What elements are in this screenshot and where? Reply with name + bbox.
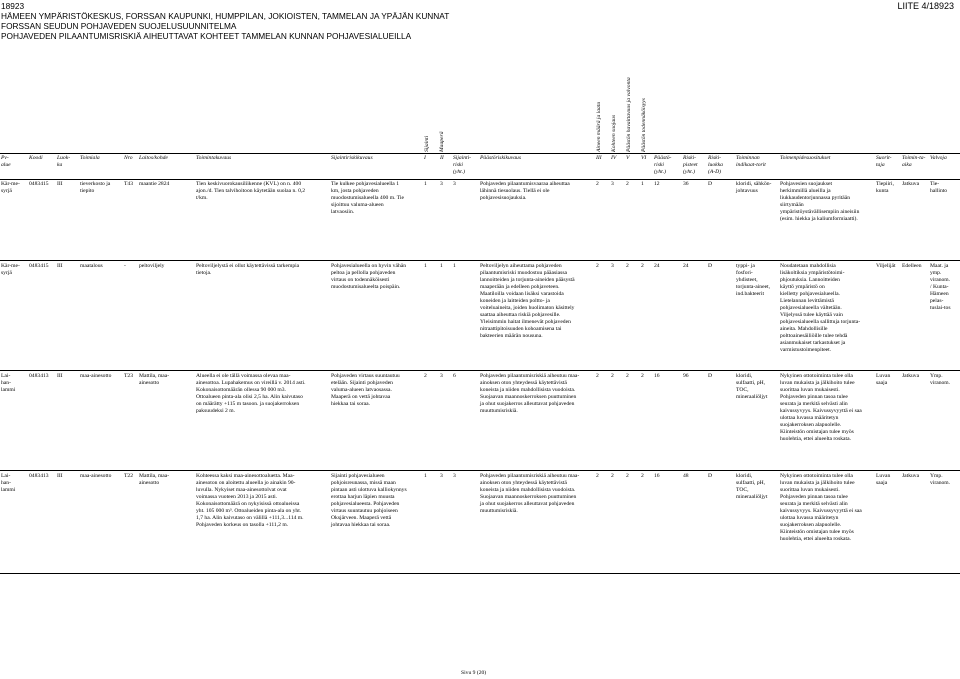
page-number: Sivu 9 (20) bbox=[461, 670, 487, 676]
cell-toimiala: maa-ainesotto bbox=[80, 473, 112, 479]
cell-iii: 2 bbox=[596, 473, 599, 479]
cell-luokka: III bbox=[57, 473, 63, 479]
cell-toimenpide: Nykyinen ottotoiminta tulee olla luvan mukaista ja jälkihoito tulee suorittaa luvan mukaisesti. Pohjaveden pinnan tasoa tulee seurata ja merkitä selvästi alin kaivussyvyys. Kaivussyvyyttä ei saa ulottaa luvassa määritetyn suojakerroksen alapuolelle. Kiinteistön omistajan tulee myös huolehtia, ettei alueelta roskata. bbox=[780, 473, 862, 542]
table-title: POHJAVEDEN PILAANTUMISRISKIÄ AIHEUTTAVAT KOHTEET TAMMELAN KUNNAN POHJAVESIALUEILLA bbox=[1, 31, 412, 41]
column-header-iii: III bbox=[596, 155, 602, 161]
cell-iv: 3 bbox=[611, 263, 614, 269]
cell-luokka: III bbox=[57, 373, 63, 379]
vertical-header-kohteen-suojaus: Kohteen suojaus bbox=[611, 114, 617, 152]
cell-valvoja: Ymp. viranom. bbox=[930, 373, 951, 386]
organization-line: HÄMEEN YMPÄRISTÖKESKUS, FORSSAN KAUPUNKI, HUMPPILAN, JOKIOISTEN, TAMMELAN JA YPÄJÄN KUNNAT bbox=[1, 11, 450, 21]
column-header-toimiala: Toimiala bbox=[80, 155, 100, 161]
attachment-label: LIITE 4/18923 bbox=[897, 1, 954, 11]
cell-paastokuvaus: Pohjaveden pilaantumisvaaraa aiheuttaa lähinnä tiesuolaus. Tiellä ei ole pohjavesisuojauksia. bbox=[480, 181, 570, 201]
column-header-riskiluokka: Riski- luokka (A-D) bbox=[708, 155, 723, 175]
cell-riskipisteet: 36 bbox=[683, 181, 689, 187]
cell-laitos: Mattila, maa- ainesotto bbox=[139, 473, 170, 486]
cell-paastoriski: 16 bbox=[654, 373, 660, 379]
cell-riskiluokka: D bbox=[708, 373, 713, 379]
cell-koodi: 0483415 bbox=[29, 181, 49, 187]
cell-toimiala: maa-ainesotto bbox=[80, 373, 112, 379]
header-top-rule bbox=[0, 153, 960, 154]
cell-toimintakuvaus: Tien keskivuorokausiliikenne (KVL) on n. 400 ajon./d. Tien talvihoitoon käytetään suolaa n. 0,2 t/km. bbox=[196, 181, 306, 201]
cell-riskipisteet: 96 bbox=[683, 373, 689, 379]
column-header-koodi: Koodi bbox=[29, 155, 43, 161]
cell-suorittaja: Tiepiiri, kunta bbox=[876, 181, 894, 194]
column-header-vi: VI bbox=[641, 155, 647, 161]
header-bottom-rule bbox=[0, 179, 960, 180]
cell-ii: 1 bbox=[440, 263, 443, 269]
column-header-luokka: Luok- ka bbox=[57, 155, 71, 168]
cell-nro: T22 bbox=[124, 473, 134, 479]
cell-vi: 2 bbox=[641, 373, 644, 379]
cell-riskiluokka: D bbox=[708, 263, 713, 269]
vertical-header-maapera: Maaperä bbox=[439, 131, 445, 152]
cell-valvoja: Maat. ja ymp. viranom. / Kunta- Hämeen pelas- tuslai-tos bbox=[930, 263, 951, 311]
column-header-suorittaja: Suorit- taja bbox=[876, 155, 892, 168]
cell-toiminta-aika: Jatkuva bbox=[902, 473, 920, 479]
vertical-header-sijainti: Sijainti bbox=[424, 135, 430, 152]
cell-riskipisteet: 24 bbox=[683, 263, 689, 269]
row-separator bbox=[0, 573, 960, 574]
column-header-laitos: Laitos/kohde bbox=[139, 155, 168, 161]
cell-iii: 2 bbox=[596, 263, 599, 269]
cell-riskiluokka: D bbox=[708, 181, 713, 187]
cell-nro: T43 bbox=[124, 181, 134, 187]
cell-toimintakuvaus: Kohteessa kaksi maa-ainesottoaluetta. Maa- ainesoton on aloitettu alueella jo ainakin 90- luvulla. Nykyiset maa-ainesottolvat ovat voimassa vuoteen 2013 ja 2015 asti. Kokonaisottomäärä on nykyisissä ottoalueissa yht. 105 000 m³. Ottoalueiden pinta-ala on yht. 1,7 ha. Alin kaivutaso on välillä +111,3...114 m. Pohjaveden korkeus on tasolla +111,2 m. bbox=[196, 473, 304, 528]
column-header-sijaintiriski: Sijainti- riski (yht.) bbox=[453, 155, 472, 175]
cell-suorittaja: Luvan saaja bbox=[876, 373, 891, 386]
cell-pv: Kär-me- syrjä bbox=[1, 181, 20, 194]
cell-vi: 2 bbox=[641, 473, 644, 479]
column-header-riskipisteet: Riski- pisteet (yht.) bbox=[683, 155, 698, 175]
cell-vi: 1 bbox=[641, 181, 644, 187]
cell-toiminta-aika: Jatkuva bbox=[902, 181, 920, 187]
column-header-paastoriski: Päästö- riski (yht.) bbox=[654, 155, 672, 175]
cell-indikaattorit: kloridi, sulfaatti, pH, TOC, mineraaliöljyt bbox=[736, 473, 768, 500]
column-header-i: I bbox=[424, 155, 426, 161]
cell-suorittaja: Luvan saaja bbox=[876, 473, 891, 486]
vertical-header-aineen-maara: Aineen määrä ja laatu bbox=[596, 101, 602, 152]
cell-valvoja: Tie- hallinto bbox=[930, 181, 948, 194]
row-separator bbox=[0, 370, 960, 371]
cell-indikaattorit: kloridi, sähkön- johtavuus bbox=[736, 181, 772, 194]
cell-v: 2 bbox=[626, 181, 629, 187]
cell-iv: 3 bbox=[611, 181, 614, 187]
cell-suorittaja: Viljelijät bbox=[876, 263, 896, 269]
cell-koodi: 0483415 bbox=[29, 263, 49, 269]
cell-nro: T23 bbox=[124, 373, 134, 379]
cell-laitos: maantie 2824 bbox=[139, 181, 170, 187]
cell-valvoja: Ymp. viranom. bbox=[930, 473, 951, 486]
cell-riskiluokka: D bbox=[708, 473, 713, 479]
column-header-indikaattorit: Toiminnan indikaat-torit bbox=[736, 155, 766, 168]
column-header-toimenpide: Toimenpidesuositukset bbox=[780, 155, 831, 161]
column-header-toiminta-aika: Toimin-ta- aika bbox=[902, 155, 926, 168]
cell-i: 1 bbox=[424, 473, 427, 479]
cell-luokka: III bbox=[57, 263, 63, 269]
cell-toimenpide: Nykyinen ottotoiminta tulee olla luvan mukaista ja jälkihoito tulee suorittaa luvan mukaisesti. Pohjaveden pinnan tasoa tulee seurata ja merkitä selvästi alin kaivussyvyys. Kaivussyvyyttä ei saa ulottaa luvassa määritetyn suojakerroksen alapuolelle. Kiinteistön omistajan tulee myös huolehtia, ettei alueelta roskata. bbox=[780, 373, 862, 442]
cell-pv: Lai- han- lammi bbox=[1, 473, 16, 493]
cell-i: 1 bbox=[424, 263, 427, 269]
cell-paastoriski: 12 bbox=[654, 181, 660, 187]
cell-luokka: III bbox=[57, 181, 63, 187]
vertical-header-todennakoisyys: Päästön todennäköisyys bbox=[641, 98, 647, 152]
cell-nro: - bbox=[124, 263, 126, 269]
column-header-ii: II bbox=[440, 155, 444, 161]
cell-sijaintikuvaus: Pohjavesialueella on hyvin vähän peltoa ja pellolla pohjaveden virtaus on todennäköisesti muodostumisalueelta poispäin. bbox=[331, 263, 407, 290]
cell-pv: Lai- han- lammi bbox=[1, 373, 16, 393]
cell-toiminta-aika: Edelleen bbox=[902, 263, 922, 269]
cell-i: 1 bbox=[424, 181, 427, 187]
column-header-iv: IV bbox=[611, 155, 617, 161]
cell-ii: 3 bbox=[440, 473, 443, 479]
cell-toimenpide: Pohjavesien suojaukset herkimmillä alueilla ja liukkaudentorjunnassa pyritään siirtymään ympäristöystävällisempiin aineisiin (esim. hiekka ja kaliumformiaatti). bbox=[780, 181, 860, 222]
cell-iv: 2 bbox=[611, 373, 614, 379]
cell-v: 2 bbox=[626, 263, 629, 269]
column-header-v: V bbox=[626, 155, 630, 161]
cell-sijaintikuvaus: Tie kulkee pohjavesialueella 1 km, josta pohjaveden muodostumisalueella 400 m. Tie sijoittuu valuma-alueen latvaosiin. bbox=[331, 181, 405, 215]
cell-iv: 2 bbox=[611, 473, 614, 479]
row-separator bbox=[0, 260, 960, 261]
cell-sijaintiriski: 1 bbox=[453, 263, 456, 269]
cell-koodi: 0483413 bbox=[29, 373, 49, 379]
column-header-paastokuvaus: Päästöriskikuvaus bbox=[480, 155, 522, 161]
column-header-toimintakuvaus: Toimintakuvaus bbox=[196, 155, 232, 161]
cell-paastokuvaus: Pohjaveden pilaantumisriskiä aiheutuu maa- ainoksen oton yhteydessä käytettävistä koneista ja niiden mahdollisista vuodoista. Suojaavan maannoskerroksen puuttuminen ja ohut suojakerros alleuttavat pohjaveden muuttumisriskiä. bbox=[480, 473, 580, 514]
cell-indikaattorit: kloridi, sulfaatti, pH, TOC, mineraaliöljyt bbox=[736, 373, 768, 400]
cell-paastoriski: 24 bbox=[654, 263, 660, 269]
cell-paastokuvaus: Pohjaveden pilaantumisriskiä aiheutuu maa- ainoksen oton yhteydessä käytettävistä koneista ja niiden mahdollisista vuodoista. Suojaavan maannoskerroksen puuttuminen ja ohut suojakerros alleuttavat pohjaveden muuttumisriskiä. bbox=[480, 373, 580, 414]
cell-toiminta-aika: Jatkuva bbox=[902, 373, 920, 379]
cell-toimenpide: Noudatetaan mahdollisia lisäkoltiksia ympäristötoimi- phjoutuksia. Lannoitteiden käyttö ympäristö on kielletty pohjavesialueella. Lietelannan levittämistä pohjavesialueella vältetään. Viljelyssä tulee käyttää vain pohjavesialueella sallittuja torjunta- aineita. Mahdollisille polttoainesäiliöille tulee tehdä asianmukaiset tarkastukset ja varmistustoimenpiteet. bbox=[780, 263, 861, 353]
cell-laitos: Mattila, maa- ainesotto bbox=[139, 373, 170, 386]
cell-sijaintikuvaus: Sijainti pohjavesialueen pohjoisreunassa, missä maan pintaan asti ulottuva kalliokynnys erottaa harjun läpien muusta pohjavesialueesta. Pohjaveden virtaus suuntautuu pohjoiseen Oksjärveen. Maaperä vettä johtavaa hiekkaa tai soraa. bbox=[331, 473, 407, 528]
cell-sijaintiriski: 3 bbox=[453, 473, 456, 479]
cell-riskipisteet: 48 bbox=[683, 473, 689, 479]
cell-vi: 2 bbox=[641, 263, 644, 269]
cell-toimintakuvaus: Peltoviljelystä ei ollut käytettävissä tarkempia tietoja. bbox=[196, 263, 300, 276]
cell-sijaintiriski: 3 bbox=[453, 181, 456, 187]
cell-laitos: peltoviljely bbox=[139, 263, 165, 269]
cell-ii: 3 bbox=[440, 181, 443, 187]
cell-toimintakuvaus: Alueella ei ole tällä voimassa olevaa maa- ainesottoa. Lupahakemus on vireillä v. 2014 asti. Kokonaisottomäärän ollessa 90 000 m3. Ottoalueen pinta-ala olisi 2,5 ha. Alin kaivutaso on määrätty +115 m tasoon. ja suojakerroksen paksuudeksi 2 m. bbox=[196, 373, 306, 414]
cell-iii: 2 bbox=[596, 181, 599, 187]
cell-sijaintikuvaus: Pohjaveden virtaus suuntautuu etelään. Sijainti pohjaveden valuma-alueen latvaosassa. Maaperä on vettä johtavaa hiekkaa tai soraa. bbox=[331, 373, 400, 407]
cell-iii: 2 bbox=[596, 373, 599, 379]
cell-toimiala: maatalous bbox=[80, 263, 103, 269]
cell-toimiala: tieverkosto ja tiepito bbox=[80, 181, 111, 194]
cell-v: 2 bbox=[626, 373, 629, 379]
cell-v: 2 bbox=[626, 473, 629, 479]
column-header-sijaintikuvaus: Sijaintiriskikuvaus bbox=[331, 155, 373, 161]
cell-indikaattorit: typpi- ja fosfori- yhdisteet, torjunta-aineet, ind.bakteerit bbox=[736, 263, 771, 297]
cell-koodi: 0483413 bbox=[29, 473, 49, 479]
cell-pv: Kär-me- syrjä bbox=[1, 263, 20, 276]
plan-title: FORSSAN SEUDUN POHJAVEDEN SUOJELUSUUNNITELMA bbox=[1, 21, 237, 31]
row-separator bbox=[0, 470, 960, 471]
column-header-valvoja: Valvoja bbox=[930, 155, 947, 161]
cell-ii: 3 bbox=[440, 373, 443, 379]
vertical-header-havaittavuus: Päästön havaittavuus ja valvonta bbox=[626, 77, 632, 152]
cell-i: 2 bbox=[424, 373, 427, 379]
document-number: 18923 bbox=[1, 1, 25, 11]
column-header-pv: Pv- alue bbox=[1, 155, 11, 168]
column-header-nro: Nro bbox=[124, 155, 133, 161]
cell-paastoriski: 16 bbox=[654, 473, 660, 479]
cell-paastokuvaus: Peltoviljelyn aiheuttama pohjaveden pilaantumisriski muodostuu pääasiassa lannoitteiden ja torjunta-aineiden pääsystä maaperään ja edelleen pohjaveteen. Maatiloilla voidaan lisäksi varastoida koneiden ja laitteiden poltto- ja voiteluaineita, joiden huolimaton käsittely saattaa aiheuttaa riskiä pohjavesille. Yleisimmin haitat ilmenevät pohjaveden nitraattipitoisuuden kohoamisena tai bakteerien määrän nousuna. bbox=[480, 263, 575, 339]
cell-sijaintiriski: 6 bbox=[453, 373, 456, 379]
